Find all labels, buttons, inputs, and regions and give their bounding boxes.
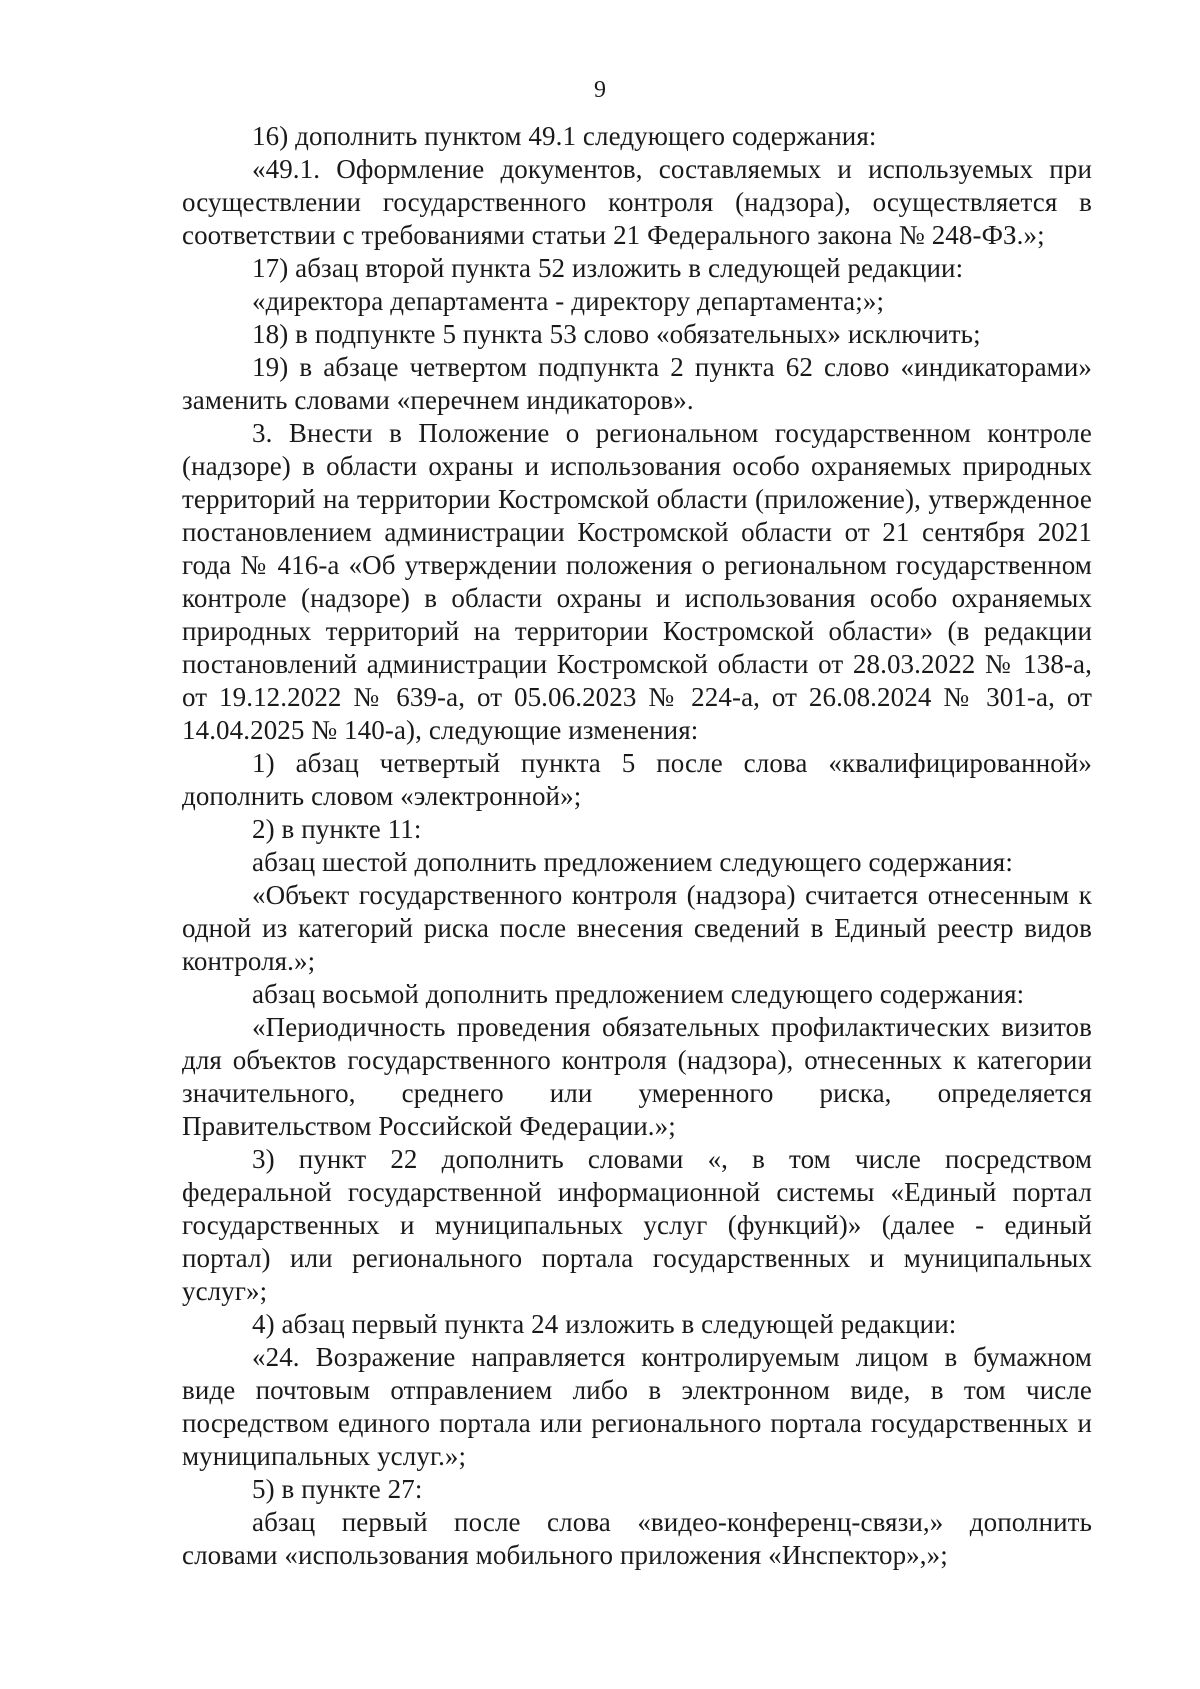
paragraph: «49.1. Оформление документов, составляемых и используемых при осуществлении государственного контроля (надзора), осуществляется в соответствии с требованиями статьи 21 Федерального закона № 248-ФЗ.»; <box>182 154 1092 250</box>
paragraph: 4) абзац первый пункта 24 изложить в следующей редакции: <box>252 1309 957 1339</box>
paragraph: 16) дополнить пунктом 49.1 следующего содержания: <box>252 121 877 151</box>
paragraph: 18) в подпункте 5 пункта 53 слово «обязательных» исключить; <box>252 319 981 349</box>
paragraph: 3) пункт 22 дополнить словами «, в том числе посредством федеральной государственной информационной системы «Единый портал государственных и муниципальных услуг (функций)» (далее - единый портал) или регионального портала государственных и муниципальных услуг»; <box>182 1144 1092 1306</box>
paragraph: 2) в пункте 11: <box>252 814 422 844</box>
document-body <box>182 120 1092 1572</box>
paragraph: 17) абзац второй пункта 52 изложить в следующей редакции: <box>252 253 964 283</box>
page-number: 9 <box>594 77 606 103</box>
paragraph: «Объект государственного контроля (надзора) считается отнесенным к одной из категорий риска после внесения сведений в Единый реестр видов контроля.»; <box>182 880 1092 976</box>
paragraph: 5) в пункте 27: <box>252 1474 423 1504</box>
paragraph: 3. Внести в Положение о региональном государственном контроле (надзоре) в области охраны и использования особо охраняемых природных территорий на территории Костромской области (приложение), утвержденное постановлением администрации Костромской области от 21 сентября 2021 года № 416-а «Об утверждении положения о региональном государственном контроле (надзоре) в области охраны и использования особо охраняемых природных территорий на территории Костромской области» (в редакции постановлений администрации Костромской области от 28.03.2022 № 138-а, от 19.12.2022 № 639-а, от 05.06.2023 № 224-а, от 26.08.2024 № 301-а, от 14.04.2025 № 140-а), следующие изменения: <box>182 418 1092 745</box>
paragraph: 19) в абзаце четвертом подпункта 2 пункта 62 слово «индикаторами» заменить словами «перечнем индикаторов». <box>182 352 1092 415</box>
paragraph: «Периодичность проведения обязательных профилактических визитов для объектов государственного контроля (надзора), отнесенных к категории значительного, среднего или умеренного риска, определяется Правительством Российской Федерации.»; <box>182 1012 1092 1141</box>
paragraph: абзац восьмой дополнить предложением следующего содержания: <box>252 979 1025 1009</box>
paragraph: абзац первый после слова «видео-конференц-связи,» дополнить словами «использования мобильного приложения «Инспектор»,»; <box>182 1507 1092 1570</box>
paragraph: «24. Возражение направляется контролируемым лицом в бумажном виде почтовым отправлением либо в электронном виде, в том числе посредством единого портала или регионального портала государственных и муниципальных услуг.»; <box>182 1342 1092 1471</box>
paragraph: 1) абзац четвертый пункта 5 после слова «квалифицированной» дополнить словом «электронной»; <box>182 748 1092 811</box>
paragraph: абзац шестой дополнить предложением следующего содержания: <box>252 847 1013 877</box>
paragraph: «директора департамента - директору департамента;»; <box>252 286 885 316</box>
